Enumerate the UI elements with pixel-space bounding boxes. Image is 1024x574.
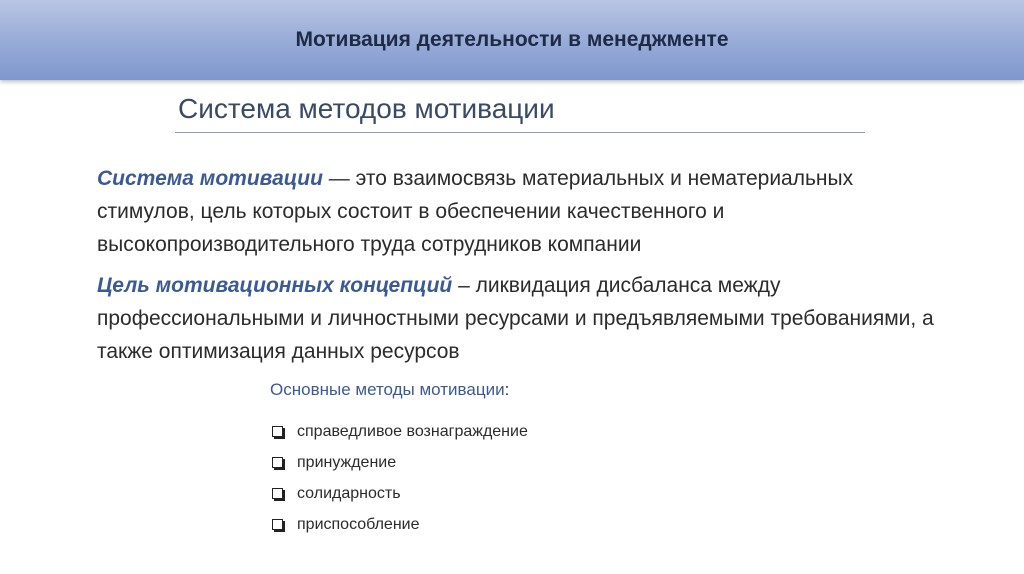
checkbox-icon [272, 519, 283, 530]
checkbox-icon [272, 488, 283, 499]
goal-paragraph [97, 269, 937, 368]
methods-heading [270, 380, 770, 400]
definition-term: Система мотивации [97, 167, 323, 190]
methods-heading-colon: : [504, 380, 510, 399]
header-title: Мотивация деятельности в менеджменте [295, 28, 729, 51]
list-item [270, 509, 770, 540]
list-item-label: приспособление [297, 515, 420, 533]
list-item-label: солидарность [297, 484, 401, 502]
methods-heading-text: Основные методы мотивации [270, 380, 505, 399]
definition-text: — это взаимосвязь материальных и нематериальных стимулов, цель которых состоит в обеспечении качественного и высокопроизводительного труда сотрудников компании [97, 167, 854, 256]
checkbox-icon [272, 426, 283, 437]
subtitle-divider [175, 132, 865, 133]
definition-paragraph [97, 162, 937, 261]
list-item-label: принуждение [297, 453, 397, 471]
goal-term: Цель мотивационных концепций [97, 274, 453, 297]
slide-subtitle: Система методов мотивации [178, 93, 555, 124]
goal-text: – ликвидация дисбаланса между профессиональными и личностными ресурсами и предъявляемыми требованиями, а также оптимизация данных ресурсов [97, 274, 934, 363]
list-item [270, 416, 770, 447]
list-item [270, 478, 770, 509]
list-item [270, 447, 770, 478]
list-item-label: справедливое вознаграждение [297, 422, 528, 440]
methods-list [270, 380, 770, 540]
checkbox-icon [272, 457, 283, 468]
